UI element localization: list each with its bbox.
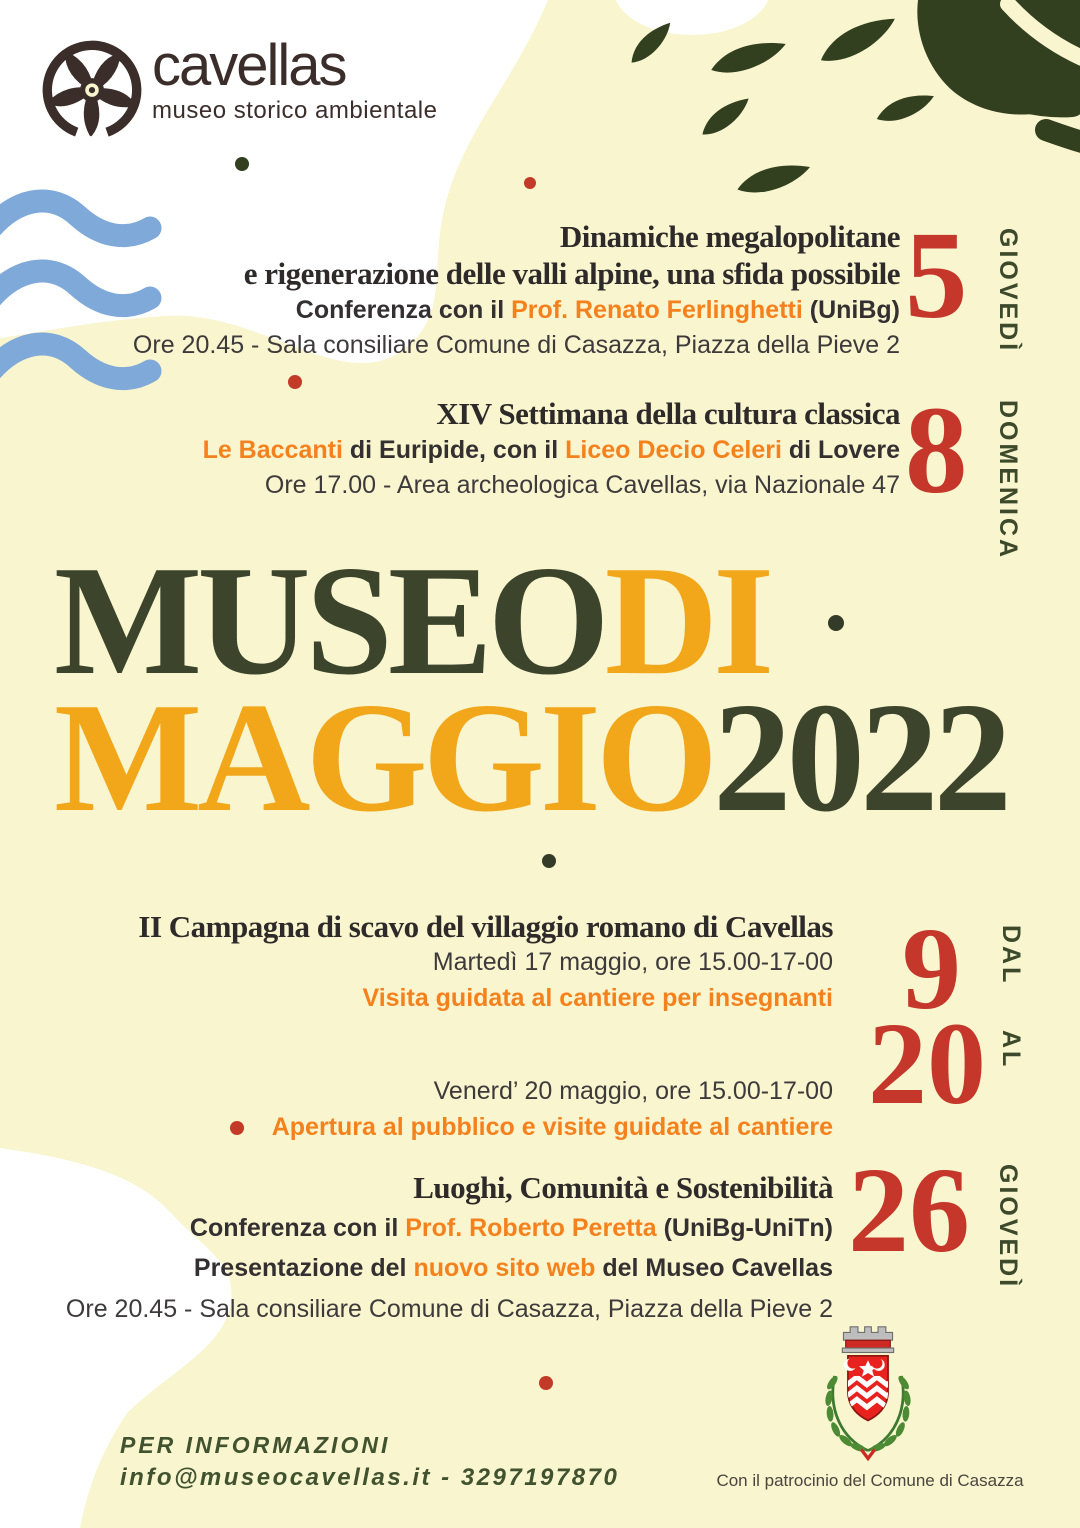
footer-info [120, 1430, 619, 1496]
event-3-spacer [138, 1016, 833, 1074]
event-1 [133, 218, 900, 363]
footer-label: PER INFORMAZIONI [120, 1432, 391, 1458]
event-4-pres-pre: Presentazione del [193, 1254, 414, 1282]
decor-dot-dark [542, 854, 556, 868]
event-1-conference-line [133, 292, 900, 328]
event-1-speaker: Prof. Renato Ferlinghetti [511, 296, 803, 324]
pinwheel-logo-icon [40, 36, 144, 140]
title-museo: MUSEO [54, 533, 605, 707]
event-1-date: 5 [905, 207, 968, 345]
event-4-conference-line [66, 1208, 833, 1248]
event-1-conf-post: (UniBg) [802, 296, 900, 324]
event-4-info: Ore 20.45 - Sala consiliare Comune di Casazza, Piazza della Pieve 2 [65, 1295, 833, 1323]
event-2-mid: di Euripide, con il [342, 436, 566, 464]
event-2-detail-line [203, 432, 900, 468]
crest-crown [842, 1327, 893, 1353]
crest-ribbon [861, 1450, 874, 1459]
event-4-title: Luoghi, Comunità e Sostenibilità [413, 1170, 833, 1205]
decor-dot-green [235, 157, 249, 171]
title-year: 2022 [713, 670, 1008, 844]
event-3-title: II Campagna di scavo del villaggio romano di Cavellas [138, 909, 833, 944]
title-di: DI [604, 533, 770, 707]
decor-dot-red [524, 177, 536, 189]
event-2-play: Le Baccanti [202, 436, 343, 464]
event-3-date-from: 9 [902, 903, 961, 1034]
leaf-icon [814, 12, 901, 67]
event-1-conf-pre: Conferenza con il [295, 296, 512, 324]
logo [40, 34, 600, 154]
event-3-slot2-note: Apertura al pubblico e visite guidate al cantiere [271, 1113, 833, 1141]
casazza-crest [810, 1322, 926, 1470]
event-3-slot1-note: Visita guidata al cantiere per insegnanti [362, 984, 833, 1012]
logo-tagline: museo storico ambientale [152, 97, 438, 124]
event-4-speaker: Prof. Roberto Peretta [405, 1214, 657, 1242]
event-3-date-to: 20 [868, 998, 986, 1129]
event-2-end: di Lovere [781, 436, 900, 464]
event-3-slot2-date: Venerd’ 20 maggio, ore 15.00-17-00 [433, 1077, 833, 1105]
page-title [54, 533, 1008, 844]
decor-dot-red [539, 1376, 553, 1390]
event-4 [66, 1168, 833, 1330]
event-4-conf-post: (UniBg-UniTn) [656, 1214, 833, 1242]
event-1-title-line-2: e rigenerazione delle valli alpine, una sfida possibile [243, 256, 900, 291]
event-2 [203, 395, 900, 503]
leaf-icon [696, 94, 756, 139]
event-1-title-line-1: Dinamiche megalopolitane [559, 219, 900, 254]
title-maggio: MAGGIO [54, 670, 714, 844]
event-4-date: 26 [848, 1143, 970, 1278]
leaf-icon [874, 91, 938, 125]
event-4-conf-pre: Conferenza con il [189, 1214, 406, 1242]
decor-dot-red [288, 375, 302, 389]
event-3 [138, 908, 833, 1145]
event-4-pres-post: del Museo Cavellas [595, 1254, 833, 1282]
event-2-info: Ore 17.00 - Area archeologica Cavellas, via Nazionale 47 [264, 471, 900, 499]
logo-name: cavellas [152, 33, 346, 98]
event-4-website: nuovo sito web [413, 1254, 596, 1282]
event-4-day: GIOVEDÌ [994, 1164, 1022, 1290]
footer-contact: info@museocavellas.it - 3297197870 [120, 1464, 620, 1491]
event-1-info: Ore 20.45 - Sala consiliare Comune di Casazza, Piazza della Pieve 2 [132, 331, 900, 359]
event-2-day: DOMENICA [994, 400, 1022, 561]
event-3-slot1-date: Martedì 17 maggio, ore 15.00-17-00 [432, 948, 833, 976]
leaf-icon [735, 161, 813, 196]
crest-shield [844, 1356, 897, 1421]
leaf-icon [708, 38, 789, 77]
event-4-presentation-line [66, 1248, 833, 1288]
event-3-from-label: DAL [997, 925, 1025, 986]
event-3-to-label: AL [997, 1030, 1025, 1070]
event-1-day: GIOVEDÌ [994, 228, 1022, 354]
event-2-date: 8 [905, 382, 968, 520]
event-2-title: XIV Settimana della cultura classica [436, 396, 900, 431]
patronage-caption: Con il patrocinio del Comune di Casazza [716, 1471, 1024, 1490]
event-2-school: Liceo Decio Celeri [565, 436, 782, 464]
